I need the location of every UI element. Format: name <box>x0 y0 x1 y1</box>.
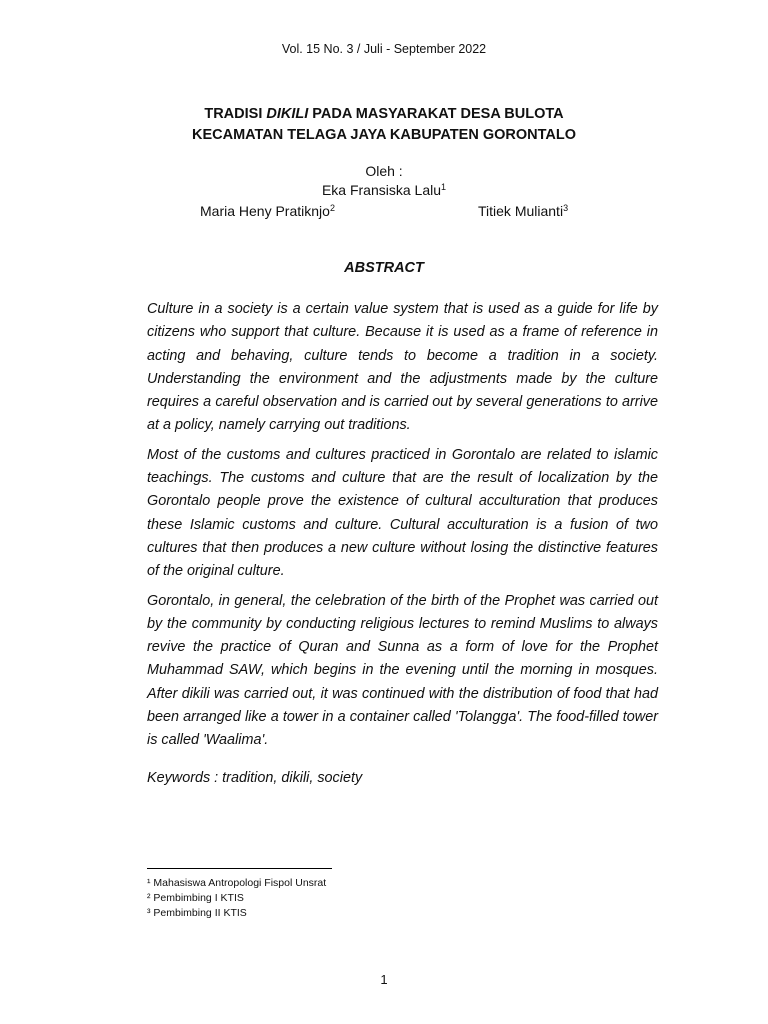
journal-header: Vol. 15 No. 3 / Juli - September 2022 <box>281 42 487 56</box>
footnote-1: ¹ Mahasiswa Antropologi Fispol Unsrat <box>147 877 327 889</box>
abstract-paragraph-2: Most of the customs and cultures practiced in Gorontalo are related to islamic teachings. The customs and culture that are the result of localization by the Gorontalo people prove the existence of cultural acculturation that produces these Islamic customs and culture. Cultural acculturation is a fusion of two cultures that then produces a new culture without losing the distinctive features of the original culture. <box>147 446 658 580</box>
title-line-2: KECAMATAN TELAGA JAYA KABUPATEN GORONTALO <box>192 127 576 143</box>
abstract-paragraph-1: Culture in a society is a certain value system that is used as a guide for life by citizens who support that culture. Because it is used as a frame of reference in acting and behaving, culture tends to become a tradition in a society. Understanding the environment and the adjustments made by the culture requires a careful observation and is carried out by several generations to arrive at a policy, namely carrying out traditions. <box>147 301 658 434</box>
footnote-mark-1: 1 <box>441 182 447 192</box>
footnote-divider <box>147 868 332 869</box>
footnote-2: ² Pembimbing I KTIS <box>147 892 244 904</box>
byline-oleh: Oleh : <box>365 163 403 179</box>
abstract-paragraph-3: Gorontalo, in general, the celebration of the birth of the Prophet was carried out by the community by conducting religious lectures to remind Muslims to always revive the practice of Quran and Sunna as a form of love for the Prophet Muhammad SAW, which begins in the evening until the morning in mosques. After dikili was carried out, it was continued with the distribution of food that had been arranged like a tower in a container called 'Tolangga'. The food-filled tower is called 'Waalima'. <box>147 592 658 749</box>
keywords: Keywords : tradition, dikili, society <box>147 770 363 786</box>
paper-title <box>0 104 768 146</box>
footnote-3: ³ Pembimbing II KTIS <box>147 907 247 919</box>
author-3: Titiek Mulianti$^3$ <box>478 203 569 219</box>
footnote-mark-2: 2 <box>329 203 335 213</box>
page-number: 1 <box>380 972 388 987</box>
footnotes <box>147 876 326 921</box>
footnote-mark-3: 3 <box>563 203 569 213</box>
title-line-1: TRADISI DIKILI PADA MASYARAKAT DESA BULOTA <box>204 106 564 122</box>
title-italic-term: DIKILI <box>266 106 309 122</box>
abstract-body <box>147 298 658 759</box>
abstract-heading: ABSTRACT <box>344 260 424 276</box>
author-1: Eka Fransiska Lalu$^1$ <box>321 182 447 198</box>
author-2: Maria Heny Pratiknjo$^2$ <box>200 203 335 219</box>
